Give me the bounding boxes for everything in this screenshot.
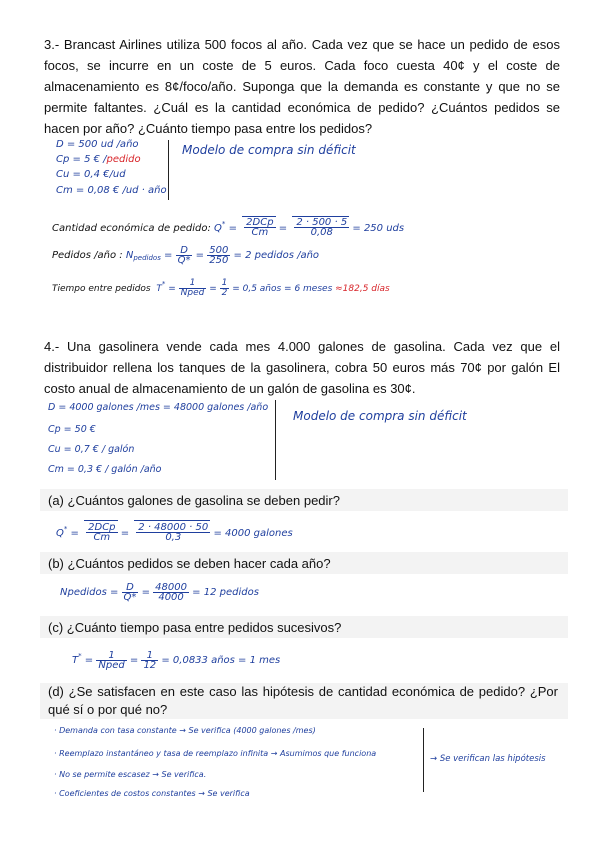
p4-qb-label: Npedidos = xyxy=(60,587,119,598)
p3-time-num: 1 xyxy=(179,279,207,289)
p4-qc-result: = 0,0833 años = 1 mes xyxy=(161,655,281,666)
p4-qb-num2: 48000 xyxy=(155,581,187,593)
p3-time-row: Tiempo entre pedidos T* = $\frac{1}{\text{Nped}}$ = $\frac{1}{2}$ = 0,5 años = 6 meses ≈182,5 días xyxy=(52,278,390,298)
p4-qd-question: (d) ¿Se satisfacen en este caso las hipótesis de cantidad económica de pedido? ¿Por qué sí o por qué no? xyxy=(48,684,558,717)
p4-qa-num2: 2 · 48000 · 50 xyxy=(138,522,209,533)
p3-data-cm: Cm = 0,08 € /ud · año xyxy=(56,185,167,196)
p4-qa-num: 2DCp xyxy=(88,522,116,533)
p4-qb-result: = 12 pedidos xyxy=(192,587,259,598)
p3-time-den2: 2 xyxy=(221,288,228,298)
p3-time-days: ≈182,5 días xyxy=(335,284,390,294)
p4-qa-answer: Q* = $\frac{\text{2DCp}}{Cm}$ = $\frac{2 \cdot 48000 \cdot 50}{0,3}$ = 4000 galones xyxy=(56,516,293,547)
p4-qd-bullet-3: · No se permite escasez → Se verifica. xyxy=(54,770,207,779)
p4-qc-question: (c) ¿Cuánto tiempo pasa entre pedidos sucesivos? xyxy=(48,620,342,635)
p3-orders-num: D xyxy=(176,246,193,256)
p3-cp-value: Cp = 5 € / xyxy=(56,154,107,165)
p4-qc-answer: T* = $\frac{1}{\text{Nped}}$ = $\frac{1}{12}$ = 0,0833 años = 1 mes xyxy=(72,649,281,671)
p3-eoq-num2: 2 · 500 · 5 xyxy=(296,217,348,228)
p4-data-cu: Cu = 0,7 € / galón xyxy=(48,444,135,455)
p3-time-num2: 1 xyxy=(221,278,228,288)
p3-data-cp xyxy=(56,154,141,165)
p4-qd-bullet-2: · Reemplazo instantáneo y tasa de reemplazo infinita → Asumimos que funciona xyxy=(54,749,377,758)
p4-qa-question: (a) ¿Cuántos galones de gasolina se deben pedir? xyxy=(48,493,340,508)
p3-orders-result: = 2 pedidos /año xyxy=(233,250,320,261)
p4-divider xyxy=(275,400,276,480)
p4-data-d: D = 4000 galones /mes = 48000 galones /año xyxy=(48,402,269,413)
p3-orders-den2: 250 xyxy=(209,254,229,266)
p4-qa-den2: 0,3 xyxy=(165,532,182,543)
p3-data-d: D = 500 ud /año xyxy=(56,139,139,150)
p3-divider xyxy=(168,140,169,200)
p4-qb-den2: 4000 xyxy=(158,591,184,603)
p4-qd-divider xyxy=(423,728,424,792)
p4-qb-num: D xyxy=(122,583,139,593)
p3-time-den: Nped xyxy=(180,288,205,298)
p3-eoq-row: Cantidad económica de pedido: Q* = $\frac{\text{2DCp}}{Cm}$ = $\frac{2 \cdot 500 \cdot 5}{0,08}$ = 250 uds xyxy=(52,212,404,241)
p3-eoq-label: Cantidad económica de pedido: xyxy=(52,223,211,234)
p3-orders-label: Pedidos /año : xyxy=(52,250,123,261)
p3-time-result: = 0,5 años = 6 meses xyxy=(232,284,333,294)
p3-eoq-num: 2DCp xyxy=(246,217,274,228)
p3-orders-num2: 500 xyxy=(209,244,229,256)
problem4-statement: 4.- Una gasolinera vende cada mes 4.000 galones de gasolina. Cada vez que el distribuidor rellena los tanques de la gasolinera, cobra 50 euros más 70¢ por galón El costo anual de almacenamiento de un galón de gasolina es 30¢. xyxy=(44,339,560,396)
p4-qc-num2: 1 xyxy=(141,651,158,661)
p3-data-cu: Cu = 0,4 €/ud xyxy=(56,169,126,180)
p4-data-cp: Cp = 50 € xyxy=(48,424,96,435)
p3-model-label: Modelo de compra sin déficit xyxy=(182,143,356,157)
p4-qb-den: Q* xyxy=(123,591,137,603)
p4-qa-den: Cm xyxy=(93,532,111,543)
p4-qd-conclusion: → Se verifican las hipótesis xyxy=(430,754,546,764)
p3-eoq-den2: 0,08 xyxy=(310,227,333,238)
p4-model-label: Modelo de compra sin déficit xyxy=(293,409,467,423)
p3-eoq-result: = 250 uds xyxy=(352,223,405,234)
p3-time-label: Tiempo entre pedidos xyxy=(52,284,151,294)
p4-qd-bullet-1: · Demanda con tasa constante → Se verifica (4000 galones /mes) xyxy=(54,726,316,735)
p4-qa-result: = 4000 galones xyxy=(213,528,293,539)
problem3-statement: 3.- Brancast Airlines utiliza 500 focos al año. Cada vez que se hace un pedido de esos focos, se incurre en un coste de 5 euros. Cada foco cuesta 40¢ y el coste de almacenamiento es 8¢/foco/año. Suponga que la demanda es constante y que no se permite faltantes. ¿Cuál es la cantidad económica de pedido? ¿Cuántos pedidos se hacen por año? ¿Cuánto tiempo pasa entre los pedidos? xyxy=(44,37,560,136)
p3-eoq-den: Cm xyxy=(251,227,269,238)
p3-orders-row: Pedidos /año : $N_{pedidos}$ = $\frac{D}{Q*}$ = $\frac{500}{250}$ = 2 pedidos /año xyxy=(52,244,320,266)
p4-qc-den2: 12 xyxy=(143,659,157,671)
p4-qb-answer: Npedidos = $\frac{D}{Q*}$ = $\frac{48000}{4000}$ = 12 pedidos xyxy=(60,581,259,603)
p3-orders-den: Q* xyxy=(177,254,191,266)
p4-qc-num: 1 xyxy=(96,651,126,661)
p4-qc-den: Nped xyxy=(98,659,125,671)
p4-qb-question: (b) ¿Cuántos pedidos se deben hacer cada año? xyxy=(48,556,331,571)
p4-data-cm: Cm = 0,3 € / galón /año xyxy=(48,464,162,475)
p4-qd-bullet-4: · Coeficientes de costos constantes → Se verifica xyxy=(54,789,250,798)
p3-cp-unit-red: pedido xyxy=(106,154,141,165)
